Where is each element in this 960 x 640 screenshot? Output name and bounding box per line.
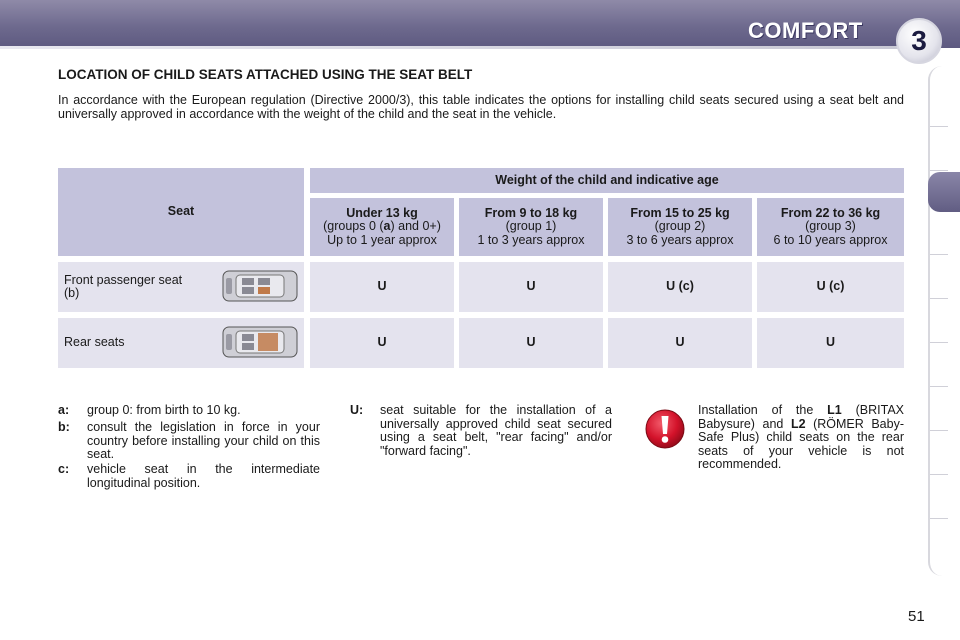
weight-column-header bbox=[459, 198, 603, 256]
warning-text-part: Installation of the bbox=[698, 403, 828, 417]
weight-range: Under 13 kg bbox=[346, 205, 418, 220]
weight-range: From 22 to 36 kg bbox=[780, 205, 881, 220]
warning-seat-code: L1 bbox=[827, 403, 842, 417]
footnote-key: a: bbox=[58, 403, 70, 417]
chapter-number-badge bbox=[896, 18, 942, 64]
age-range: Up to 1 year approx bbox=[327, 232, 437, 247]
side-tab-current-chapter[interactable] bbox=[928, 172, 960, 212]
footnote-u bbox=[350, 404, 612, 460]
seat-label: Rear seats bbox=[64, 335, 125, 350]
chapter-number: 3 bbox=[911, 25, 927, 56]
side-tab-divider bbox=[930, 386, 948, 387]
table-cell: U bbox=[310, 262, 454, 312]
warning-text-part: (RÖMER Baby-Safe Plus) child seats on the rear seats of your vehicle is not recommended. bbox=[698, 416, 904, 471]
side-tab-divider bbox=[930, 474, 948, 475]
weight-range: From 15 to 25 kg bbox=[630, 205, 730, 220]
footnote-text: seat suitable for the installation of a universally approved child seat secured using a seat belt, "rear facing" and/or "forward facing". bbox=[380, 403, 612, 458]
footnote-c bbox=[58, 463, 320, 491]
exclamation-icon bbox=[644, 408, 686, 450]
table-cell: U bbox=[757, 318, 904, 368]
age-range: 1 to 3 years approx bbox=[477, 232, 585, 247]
footnote-key: c: bbox=[58, 462, 70, 476]
car-seat-diagram-rear bbox=[222, 326, 298, 358]
side-tab-divider bbox=[930, 170, 948, 171]
footnote-text: consult the legislation in force in your country before installing your child on this seat. bbox=[87, 420, 320, 461]
footnote-text: vehicle seat in the intermediate longitudinal position. bbox=[87, 462, 320, 490]
chapter-title: COMFORT bbox=[748, 18, 863, 43]
warning-text bbox=[698, 404, 904, 472]
footnote-key: U: bbox=[350, 403, 364, 417]
side-tab-divider bbox=[930, 254, 948, 255]
car-seat-diagram-front bbox=[222, 270, 298, 302]
table-cell: U (c) bbox=[608, 262, 752, 312]
table-cell: U bbox=[459, 318, 603, 368]
weight-group bbox=[323, 220, 441, 234]
side-tab-divider bbox=[930, 430, 948, 431]
group-text: ) and 0+) bbox=[390, 219, 441, 234]
footnote-text: group 0: from birth to 10 kg. bbox=[87, 403, 241, 417]
weight-column-header bbox=[757, 198, 904, 256]
weight-column-header bbox=[310, 198, 454, 256]
footnote-a bbox=[58, 404, 320, 420]
section-title: LOCATION OF CHILD SEATS ATTACHED USING THE SEAT BELT bbox=[58, 67, 473, 82]
footnote-key: b: bbox=[58, 420, 70, 434]
side-tab-rail bbox=[928, 66, 960, 576]
weight-range: From 9 to 18 kg bbox=[484, 205, 578, 220]
side-tab-divider bbox=[930, 342, 948, 343]
table-cell: U bbox=[608, 318, 752, 368]
weight-group: (group 2) bbox=[654, 219, 706, 234]
side-tab-divider bbox=[930, 518, 948, 519]
table-cell: U bbox=[310, 318, 454, 368]
warning-text-part: (BRITAX Babysure) and bbox=[698, 403, 904, 431]
seat-column-header: Seat bbox=[58, 168, 304, 256]
page-number: 51 bbox=[908, 608, 925, 625]
footnote-b bbox=[58, 421, 320, 461]
side-tab-divider bbox=[930, 126, 948, 127]
header-divider bbox=[0, 46, 900, 49]
weight-group-header: Weight of the child and indicative age bbox=[310, 168, 904, 193]
weight-column-header bbox=[608, 198, 752, 256]
side-tab-divider bbox=[930, 298, 948, 299]
intro-paragraph: In accordance with the European regulation (Directive 2000/3), this table indicates the options for installing child seats secured using a seat belt and universally approved in accordance with the weight of the child and the seat in the vehicle. bbox=[58, 93, 904, 121]
weight-group: (group 3) bbox=[805, 219, 856, 234]
age-range: 6 to 10 years approx bbox=[773, 232, 888, 247]
table-cell: U bbox=[459, 262, 603, 312]
group-text: (groups 0 ( bbox=[323, 219, 384, 234]
table-cell: U (c) bbox=[757, 262, 904, 312]
age-range: 3 to 6 years approx bbox=[626, 232, 734, 247]
seat-label: Front passenger seat (b) bbox=[64, 272, 183, 300]
weight-group: (group 1) bbox=[505, 219, 557, 234]
group-note-ref: a bbox=[383, 219, 391, 234]
warning-seat-code: L2 bbox=[790, 416, 806, 431]
